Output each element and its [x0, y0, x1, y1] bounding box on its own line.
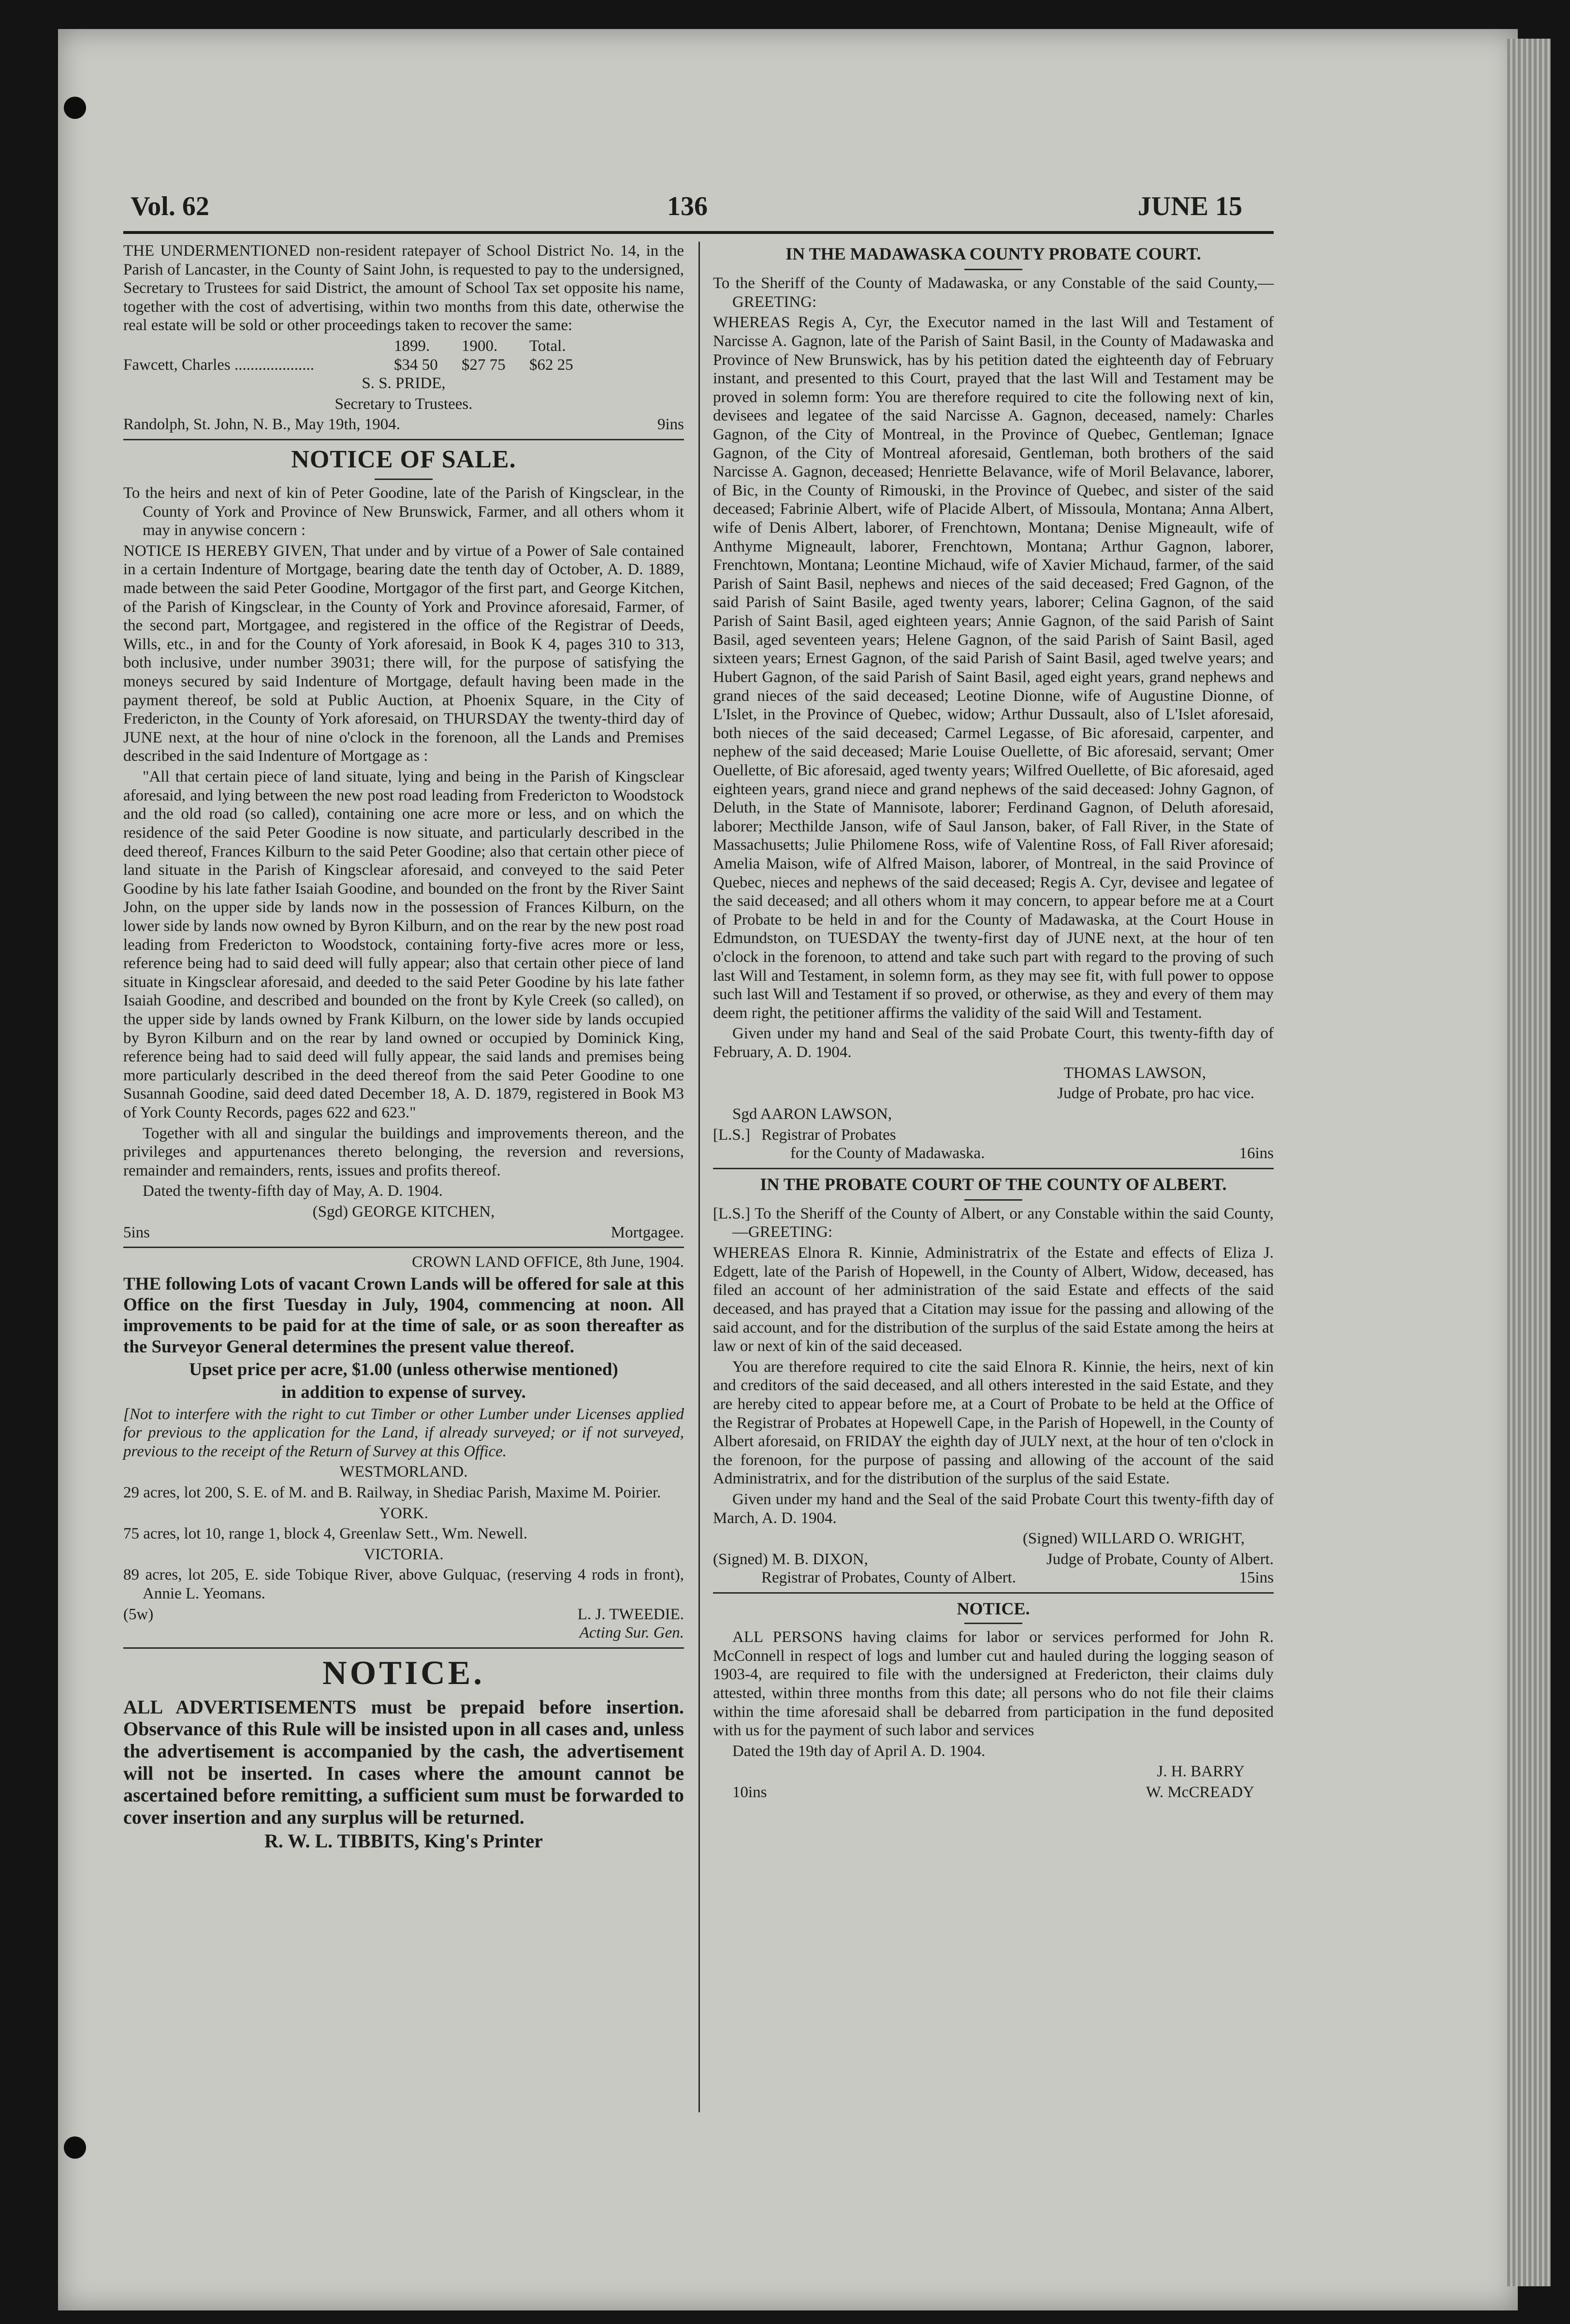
- column-divider: [698, 242, 700, 2112]
- school-tax-signer: S. S. PRIDE,: [362, 375, 446, 392]
- school-tax-place-date: Randolph, St. John, N. B., May 19th, 1904.: [123, 416, 400, 434]
- albert-judge: (Signed) WILLARD O. WRIGHT,: [1022, 1530, 1245, 1548]
- madawaska-registrar-county: for the County of Madawaska.: [790, 1145, 985, 1162]
- albert-registrar: (Signed) M. B. DIXON,: [713, 1550, 868, 1568]
- madawaska-ins: 16ins: [1239, 1145, 1274, 1162]
- albert-title: IN THE PROBATE COURT OF THE COUNTY OF ALBERT.: [760, 1174, 1227, 1194]
- crown-upset-price: Upset price per acre, $1.00 (unless otherwise mentioned): [189, 1360, 618, 1380]
- madawaska-registrar-row: [713, 1126, 1274, 1145]
- albert-registrar-title: Registrar of Probates, County of Albert.: [761, 1569, 1017, 1587]
- albert-given: Given under my hand and the Seal of the said Probate Court this twenty-fifth day of March, A. D. 1904.: [713, 1491, 1274, 1527]
- binding-hole: [64, 2136, 86, 2159]
- rates-row: [123, 356, 684, 375]
- left-column: [123, 242, 684, 1855]
- claims-signer-2: W. McCREADY: [1146, 1784, 1254, 1801]
- crown-ins: (5w): [123, 1605, 154, 1623]
- notice-of-sale: [123, 445, 684, 1242]
- notice-of-sale-title: NOTICE OF SALE.: [291, 446, 516, 474]
- seal-mark: [L.S.]: [713, 1126, 750, 1144]
- ratepayer-name: Fawcett, Charles ....................: [123, 356, 315, 374]
- claims-notice-dated: Dated the 19th day of April A. D. 1904.: [732, 1742, 986, 1760]
- madawaska-title: IN THE MADAWASKA COUNTY PROBATE COURT.: [785, 244, 1201, 263]
- lot-york: 75 acres, lot 10, range 1, block 4, Greenlaw Sett., Wm. Newell.: [123, 1525, 528, 1543]
- claims-notice-body: ALL PERSONS having claims for labor or services performed for John R. McConnell in respect of logs and lumber cut and hauled during the logging season of 1903-4, are required to file with the undersigned at Fredericton, their claims duly attested, within three months from this date; all persons who do not file their claims within the time aforesaid shall be debarred from participation in the fund deposited with us for the payment of such labor and services: [713, 1628, 1274, 1740]
- madawaska-probate: [713, 244, 1274, 1163]
- county-victoria: VICTORIA.: [363, 1545, 444, 1563]
- rates-header: [123, 337, 684, 356]
- albert-body-2: You are therefore required to cite the said Elnora R. Kinnie, the heirs, next of kin and creditors of the said deceased, and all others interested in the said Estate, and they are hereby cited to appear before me, at a Court of Probate to be held at the Office of the Registrar of Probates at Hopewell Cape, in the Parish of Hopewell, in the County of Albert aforesaid, on FRIDAY the eighth day of JULY next, at the hour of ten o'clock in the forenoon, for the purpose of passing and allowing of the account of the said Administratrix, and for the distribution of the surplus of the said Estate.: [713, 1358, 1274, 1488]
- advertisement-notice: [123, 1654, 684, 1853]
- madawaska-judge: THOMAS LAWSON,: [1063, 1064, 1206, 1082]
- school-tax-body: THE UNDERMENTIONED non-resident ratepayer of School District No. 14, in the Parish of Lancaster, in the County of Saint John, is requested to pay to the undersigned, Secretary to Trustees for said District, the amount of School Tax set opposite his name, together with the cost of advertising, within two months from this date, otherwise the real estate will be sold or other proceedings taken to recover the same:: [123, 242, 684, 334]
- madawaska-given: Given under my hand and Seal of the said Probate Court, this twenty-fifth day of February, A. D. 1904.: [713, 1025, 1274, 1061]
- albert-ins: 15ins: [1239, 1569, 1274, 1587]
- crown-signature-title: Acting Sur. Gen.: [579, 1624, 684, 1642]
- school-tax-notice: [123, 242, 684, 434]
- albert-registrar-row: [713, 1550, 1274, 1569]
- section-rule: [713, 1168, 1274, 1169]
- claims-signer-1: J. H. BARRY: [1157, 1763, 1245, 1781]
- title-rule: [964, 269, 1022, 270]
- school-tax-footer: [123, 415, 684, 434]
- madawaska-footer: [713, 1144, 1274, 1163]
- binding-hole: [64, 97, 86, 119]
- col-total: Total.: [529, 337, 566, 355]
- section-rule: [123, 439, 684, 440]
- page-number: 136: [667, 191, 708, 221]
- sale-signature: (Sgd) GEORGE KITCHEN,: [312, 1203, 495, 1221]
- page-header: [131, 191, 1242, 225]
- madawaska-address: To the Sheriff of the County of Madawaska, or any Constable of the said County,—GREETING:: [713, 275, 1274, 311]
- amount-total: $62 25: [529, 356, 573, 374]
- claims-notice-title: NOTICE.: [957, 1599, 1030, 1619]
- sale-address: To the heirs and next of kin of Peter Goodine, late of the Parish of Kingsclear, in the County of York and Province of New Brunswick, Farmer, and all others whom it may in anywise concern :: [123, 484, 684, 539]
- claims-ins: 10ins: [732, 1784, 767, 1801]
- crown-signature: L. J. TWEEDIE.: [577, 1605, 684, 1623]
- crown-footer: [123, 1605, 684, 1624]
- kings-printer-signature: R. W. L. TIBBITS, King's Printer: [264, 1830, 543, 1852]
- crown-para-1: THE following Lots of vacant Crown Lands will be offered for sale at this Office on the first Tuesday in July, 1904, commencing at noon. All improvements to be paid for at the time of sale, or as soon thereafter as the Surveyor General determines the present value thereof.: [123, 1274, 684, 1357]
- county-york: YORK.: [379, 1504, 428, 1522]
- issue-date: JUNE 15: [1137, 191, 1242, 221]
- section-rule: [713, 1592, 1274, 1594]
- crown-upset-price-2: in addition to expense of survey.: [281, 1382, 526, 1403]
- albert-address: [L.S.] To the Sheriff of the County of Albert, or any Constable within the said County,—GREETING:: [713, 1205, 1274, 1241]
- sale-role: Mortgagee.: [611, 1223, 684, 1241]
- amount-1900: $27 75: [462, 356, 506, 374]
- header-rule: [123, 231, 1274, 234]
- madawaska-sgd: Sgd AARON LAWSON,: [732, 1105, 892, 1123]
- sale-para-1: NOTICE IS HEREBY GIVEN, That under and by virtue of a Power of Sale contained in a certain Indenture of Mortgage, bearing date the tenth day of October, A. D. 1889, made between the said Peter Goodine, Mortgagor of the first part, and George Kitchen, of the Parish of Kingsclear, in the County of York and Province aforesaid, Farmer, of the second part, Mortgagee, and registered in the office of the Registrar of Deeds, Wills, etc., in and for the County of York aforesaid, in Book K 4, pages 310 to 313, both inclusive, under number 39031; there will, for the purpose of satisfying the moneys secured by said Indenture of Mortgage, default having been made in the payment thereof, be sold at Public Auction, at Phoenix Square, in the City of Fredericton, in the County of York aforesaid, on THURSDAY the twenty-third day of JUNE next, at the hour of nine o'clock in the forenoon, all the Lands and Premises described in the said Indenture of Mortgage as :: [123, 542, 684, 765]
- crown-land-notice: [123, 1253, 684, 1642]
- section-rule: [123, 1247, 684, 1248]
- page-edge: [1507, 39, 1551, 2286]
- title-rule: [964, 1199, 1022, 1201]
- amount-1899: $34 50: [394, 356, 438, 374]
- crown-office-line: CROWN LAND OFFICE, 8th June, 1904.: [412, 1253, 684, 1271]
- madawaska-registrar: Registrar of Probates: [761, 1126, 896, 1144]
- claims-notice: [713, 1598, 1274, 1802]
- sale-ins: 5ins: [123, 1223, 150, 1241]
- sale-footer: [123, 1223, 684, 1242]
- albert-probate: [713, 1174, 1274, 1587]
- madawaska-body: WHEREAS Regis A, Cyr, the Executor named in the last Will and Testament of Narcisse A. Gagnon, late of the Parish of Saint Basil, in the County of Madawaska and Province of New Brunswick, has by his petition dated the eighteenth day of February instant, and presented to this Court, prayed that the last Will and Testament may be proved in solemn form: You are therefore required to cite the following next of kin, devisees and legatee of the said Narcisse A. Gagnon, deceased, namely: Charles Gagnon, of the City of Montreal, in the Province of Quebec, Gentleman; Ignace Gagnon, of the City of Montreal aforesaid, Gentleman, both brothers of the said Narcisse A. Gagnon, deceased; Henriette Belavance, wife of Moril Belavance, laborer, of Bic, in the County of Rimouski, in the Province of Quebec, and sister of the said deceased; Fabrinie Albert, wife of Placide Albert, of Missoula, Montana; Anna Albert, wife of Denis Albert, laborer, of Frenchtown, Montana; Denise Migneault, wife of Anthyme Migneault, laborer, Frenchtown, Montana; Arthur Gagnon, laborer, Frenchtown, Montana; Leontine Michaud, wife of Xavier Michaud, farmer, of the said Parish of Saint Basil, nephews and nieces of the said deceased; Fred Gagnon, of the said Parish of Saint Basile, aged twenty years, laborer; Celina Gagnon, of the said Parish of Saint Basil, aged eighteen years; Annie Gagnon, of the said Parish of Saint Basil, aged seventeen years; Helene Gagnon, of the said Parish of Saint Basil, aged sixteen years; Ernest Gagnon, of the said Parish of Saint Basil, aged twelve years; and Hubert Gagnon, of the said Parish of Saint Basil, aged eight years, grand nephews and grand nieces of the said deceased; Leotine Dionne, wife of Augustine Dionne, of L'Islet, in the Province of Quebec, widow; Arthur Dussault, also of L'Islet aforesaid, both nieces of the said deceased; Carmel Legasse, of Bic aforesaid, carpenter, and nephew of the said deceased; Marie Louise Ouellette, of Bic aforesaid, servant; Omer Ouellette, of Bic aforesaid, aged twenty years; Wilfred Ouellette, of Bic aforesaid, aged eighteen years, grand niece and grand nephews of the said deceased: Johny Gagnon, of Deluth, in the State of Mannisote, laborer; Ferdinand Gagnon, of Deluth aforesaid, laborer; Mecthilde Janson, wife of Saul Janson, baker, of Fall River, in the State of Massachusetts; Julie Philomene Ross, wife of Valentine Ross, of Fall River aforesaid; Amelia Maison, wife of Alfred Maison, laborer, of Montreal, in the said Province of Quebec, nieces and nephews of the said deceased; Regis A. Cyr, devisee and legatee of the said deceased; and all others whom it may concern, to appear before me at a Court of Probate to be held in and for the County of Madawaska, at the Court House in Edmundston, on TUESDAY the twenty-first day of JUNE next, at the hour of ten o'clock in the forenoon, to attend and take such part with regard to the proving of such last Will and Testament, in solemn form, as they may see fit, with full power to oppose such last Will and Testament if so proved, or otherwise, as they and every of them may deem right, the petitioner affirms the validity of the said Will and Testament.: [713, 314, 1274, 1022]
- title-rule: [964, 1623, 1022, 1624]
- school-tax-ins: 9ins: [657, 416, 684, 434]
- albert-body-1: WHEREAS Elnora R. Kinnie, Administratrix of the Estate and effects of Eliza J. Edgett, late of the Parish of Hopewell, in the County of Albert, Widow, deceased, has filed an account of her administration of the said Estate and effects of the said deceased, and has prayed that a Citation may issue for the passing and allowing of the said account, and for the distribution of the surplus of the said Estate among the heirs at law or next of kin of the said deceased.: [713, 1244, 1274, 1355]
- county-westmorland: WESTMORLAND.: [339, 1463, 468, 1481]
- volume-label: Vol. 62: [131, 191, 209, 221]
- school-tax-signer-title: Secretary to Trustees.: [334, 395, 473, 413]
- lot-westmorland: 29 acres, lot 200, S. E. of M. and B. Railway, in Shediac Parish, Maxime M. Poirier.: [123, 1484, 661, 1502]
- sale-para-2: "All that certain piece of land situate, lying and being in the Parish of Kingsclear aforesaid, and lying between the new post road leading from Fredericton to Woodstock and the old road (so called), containing one acre more or less, and on which the residence of the said Peter Goodine is now situate, and particularly described in the deed thereof, Frances Kilburn to the said Peter Goodine; also that certain other piece of land situate in the Parish of Kingsclear aforesaid, and conveyed to the said Peter Goodine by his late father Isaiah Goodine, and bounded on the front by the River Saint John, on the upper side by lands now in the possession of Frances Kilburn, on the lower side by lands now owned by Byron Kilburn, and on the rear by the new post road leading from Fredericton to Woodstock, containing forty-five acres more or less, reference being had to said deed will fully appear; also that certain other piece of land situate in Kingsclear aforesaid, and deeded to the said Peter Goodine by his late father Isaiah Goodine, and described and bounded on the front by Kyle Creek (so called), on the upper side by lands owned by Frank Kilburn, on the lower side by lands occupied by Byron Kilburn and on the rear by land owned or occupied by Dominick King, reference being had to said deed will fully appear, the said lands and premises being more particularly described in the deed thereof from the said Peter Goodine to one Susannah Goodine, said deed dated December 18, A. D. 1879, registered in Book M3 of York County Records, pages 622 and 623.": [123, 768, 684, 1122]
- advertisement-notice-title: NOTICE.: [322, 1654, 485, 1692]
- advertisement-notice-body: ALL ADVERTISEMENTS must be prepaid before insertion. Observance of this Rule will be insisted upon in all cases and, unless the advertisement is accompanied by the cash, the advertisement will not be inserted. In cases where the amount cannot be ascertained before remitting, a sufficient sum must be forwarded to cover insertion and any surplus will be returned.: [123, 1696, 684, 1828]
- albert-judge-title: Judge of Probate, County of Albert.: [1046, 1550, 1274, 1568]
- sale-dated: Dated the twenty-fifth day of May, A. D. 1904.: [143, 1182, 443, 1200]
- sale-para-3: Together with all and singular the buildings and improvements thereon, and the privileges and appurtenances thereto belonging, the reversion and reversions, remainder and remainders, rents, issues and profits thereof.: [123, 1124, 684, 1179]
- col-1900: 1900.: [462, 337, 498, 355]
- right-column: [713, 242, 1274, 1802]
- col-1899: 1899.: [394, 337, 430, 355]
- claims-footer: [713, 1783, 1274, 1802]
- lot-victoria: 89 acres, lot 205, E. side Tobique River, above Gulquac, (reserving 4 rods in front), Annie L. Yeomans.: [123, 1566, 684, 1603]
- section-rule: [123, 1647, 684, 1649]
- madawaska-judge-title: Judge of Probate, pro hac vice.: [1057, 1085, 1254, 1103]
- crown-note: [Not to interfere with the right to cut Timber or other Lumber under Licenses applied for previous to the application for the Land, if already surveyed; or if not surveyed, previous to the receipt of the Return of Survey at this Office.: [123, 1405, 684, 1460]
- title-rule: [375, 479, 433, 480]
- albert-footer: [713, 1569, 1274, 1587]
